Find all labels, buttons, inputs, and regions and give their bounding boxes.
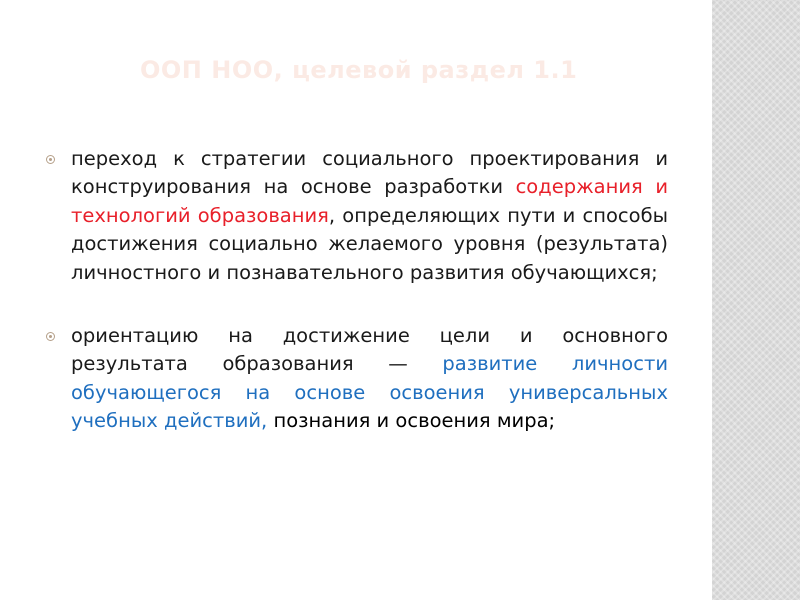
decorative-side-stripe [712,0,800,600]
bullet-item-strategy [44,145,668,287]
bullet-highlight-red: содержания и технологий образования [71,175,668,227]
bullet-list [44,145,668,436]
bullet-text: ориентацию на достижение цели и основного результата образования — [71,324,668,376]
bullet-text: , определяющих пути и способы достижения социально желаемого уровня (результата) личностного и познавательного развития обучающихся; [71,203,669,284]
slide-title: ООП НОО, целевой раздел 1.1 [140,56,578,84]
bullet-text-emphasis: познания и освоения мира; [267,409,556,433]
bullet-text: переход к стратегии социального проектирования и конструирования на основе разработки [71,147,668,199]
bullet-item-orientation [44,322,668,436]
bullet-highlight-blue: развитие личности обучающегося на основе освоения универсальных учебных действий, [71,352,668,433]
circle-bullet-icon [46,332,55,341]
circle-bullet-icon [46,155,55,164]
